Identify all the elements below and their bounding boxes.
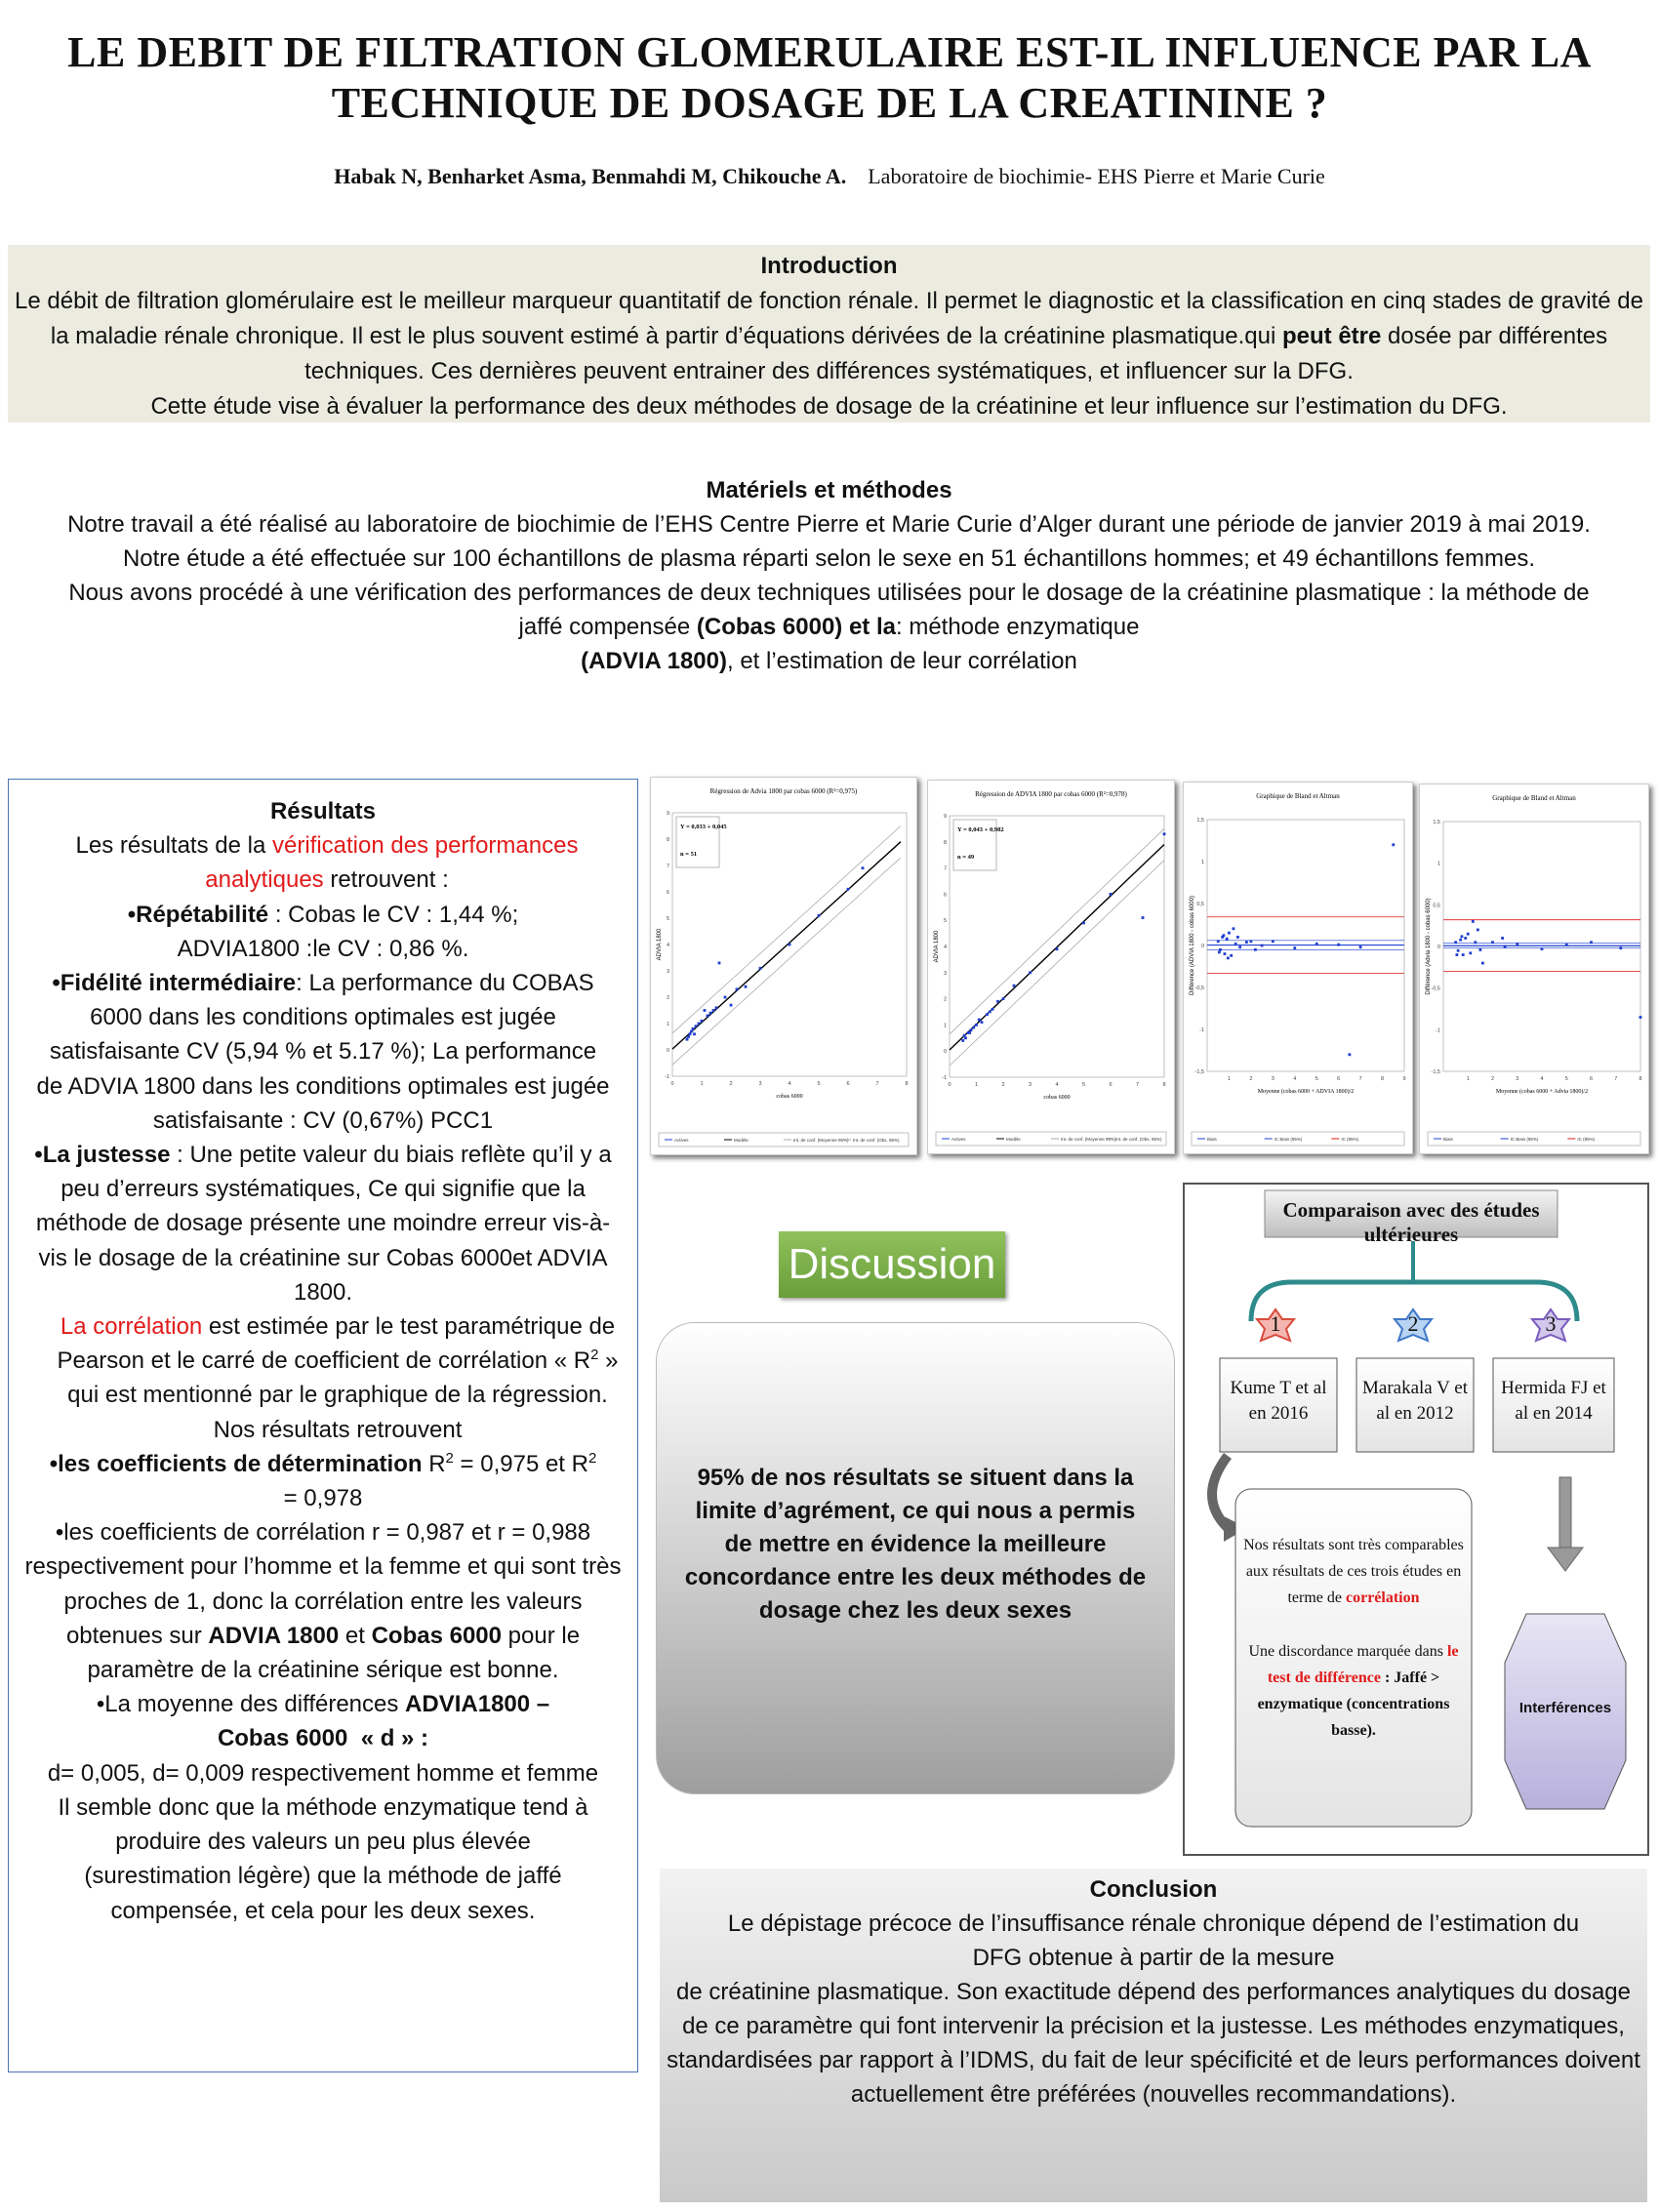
corr-sup: 2 [590,1347,599,1364]
data-point [818,914,821,917]
study-name-2: Marakala V et al en 2012 [1362,1378,1468,1424]
note3: : Jaffé > enzymatique (concentrations basse). [1257,1669,1450,1739]
note2: Une discordance marquée dans [1248,1643,1443,1660]
data-point [1227,957,1230,960]
y-tick-label: 1,5 [1433,820,1440,825]
data-point [1110,893,1113,896]
equation-label: Y = 0,033 + 0,045 [680,824,727,830]
data-point [963,1034,966,1037]
data-point [978,1019,981,1022]
data-point [695,1025,698,1027]
regression-plot-2 [928,781,1174,1153]
poster-title [39,27,1620,129]
data-point [1541,947,1544,950]
data-point [1590,941,1593,944]
y-tick-label: 0,5 [1433,903,1440,909]
regression-line [672,842,901,1049]
x-tick-label: 2 [729,1081,733,1087]
data-point [1472,920,1475,923]
methods-p3c: : méthode enzymatique [895,614,1140,640]
x-tick-label: 4 [1055,1082,1059,1088]
x-tick-label: 1 [1227,1076,1231,1082]
y-tick-label: 0 [1436,945,1440,950]
coef-b2: Cobas 6000 [371,1622,502,1649]
data-point [1454,941,1457,944]
x-axis-label: Moyenne (cobas 6000 + ADVIA 1800)/2 [1257,1089,1355,1095]
x-tick-label: 5 [1564,1076,1568,1082]
data-point [961,1039,964,1042]
n-label: n = 49 [957,854,975,861]
data-point [1469,951,1472,954]
data-point [1501,937,1504,940]
regression-chart-men [650,777,917,1155]
legend-label: Biais [1443,1137,1453,1142]
data-point [1234,943,1237,945]
methods-heading: Matériels et méthodes [706,477,952,503]
x-tick-label: 3 [1516,1076,1519,1082]
data-point [1230,954,1233,957]
data-point [1219,948,1222,951]
data-point [1261,945,1264,947]
corr-red: La corrélation [60,1313,203,1341]
x-tick-label: 8 [905,1081,909,1087]
det-sup-2: 2 [587,1449,597,1467]
x-tick-label: 4 [1293,1076,1297,1082]
x-tick-label: 0 [670,1081,674,1087]
bland-altman-chart-women [1419,784,1649,1154]
methods-section [8,473,1650,678]
data-point [847,888,850,891]
data-point [745,985,748,988]
data-point [712,1009,715,1012]
legend-label: IC (95%) [1577,1137,1596,1142]
x-tick-label: 7 [875,1081,879,1087]
data-point [1236,936,1239,939]
y-axis-label: Différence (ADVIA 1800 - cobas 6000) [1190,896,1195,995]
bland-altman-chart-men [1183,782,1413,1154]
x-tick-label: 2 [1490,1076,1495,1082]
plot-area [1443,822,1640,1071]
data-point [709,1012,712,1015]
data-point [1462,953,1465,956]
data-point [1142,916,1145,919]
data-point [1455,953,1458,956]
conclusion-text-1: Le dépistage précoce de l’insuffisance rénale chronique dépend de l’estimation du DFG obtenue à partir de la mesure [727,1910,1580,1971]
intro-text-3: Cette étude vise à évaluer la performance des deux méthodes de dosage de la créatinine et leur influence sur l’estimation du DFG. [150,393,1508,420]
chart-title: Graphique de Bland et Altman [1256,792,1340,800]
conclusion-heading: Conclusion [1089,1876,1218,1903]
data-point [1392,843,1395,846]
methods-p3 [8,576,1650,644]
data-point [1272,940,1275,943]
data-point [724,996,727,999]
note1: Nos résultats sont très comparables aux résultats de ces trois études en terme de [1243,1537,1464,1606]
data-point [1504,945,1507,948]
data-point [1619,946,1622,949]
data-point [1056,947,1059,950]
bland-altman-plot-2 [1420,784,1648,1153]
discussion-box [656,1322,1175,1794]
results-correlation [9,1309,637,1447]
chart-title: Régression de Advia 1800 par cobas 6000 (R²=0,975) [709,787,858,795]
rep-text: : Cobas le CV : 1,44 %; ADVIA1800 :le CV : 0,86 %. [177,901,519,962]
legend-label: IC (95%) [1341,1137,1359,1142]
det-text-3: = 0,978 [283,1485,363,1512]
y-tick-label: 0 [666,1048,669,1054]
coef-b1: ADVIA 1800 [208,1622,340,1649]
legend-label: Int. de conf. (Obs. 95%) [853,1138,900,1143]
x-tick-label: 7 [1358,1076,1362,1082]
y-tick-label: 8 [666,837,669,843]
coef-et: et [339,1622,365,1649]
y-tick-label: -1,5 [1194,1069,1204,1075]
data-point [1315,943,1318,945]
data-point [1457,949,1460,952]
results-section [8,779,638,2072]
data-point [970,1028,973,1031]
data-point [1249,940,1252,943]
data-point [991,1008,994,1011]
title-line-1: LE DEBIT DE FILTRATION GLOMERULAIRE EST-IL INFLUENCE PAR LA [67,28,1592,76]
y-tick-label: 3 [943,970,947,977]
x-tick-label: 8 [1639,1076,1642,1082]
coef-text: •les coefficients de corrélation r = 0,987 et r = 0,988 respectivement pour l’homme et la femme et qui sont très proches de 1, donc la corrélation entre les valeurs obtenues sur [24,1519,622,1649]
x-tick-label: 7 [1135,1082,1140,1088]
discussion-text: 95% de nos résultats se situent dans la limite d’agrément, ce qui nous a permis de mettre en évidence la meilleure concordance entre les deux méthodes de dosage chez les deux sexes [684,1465,1147,1624]
data-point [1459,939,1462,942]
results-l1b: retrouvent : [330,866,449,894]
y-tick-label: 9 [943,814,947,820]
down-arrow-shaft [1559,1477,1571,1548]
methods-p4a: (ADVIA 1800) [581,648,727,674]
data-point [689,1032,692,1035]
y-axis-label: ADVIA 1800 [657,928,663,961]
results-l1-red: vérification des performances analytiques [205,832,579,894]
methods-p4 [8,644,1650,678]
comparison-title: Comparaison avec des études ultérieures [1282,1198,1540,1246]
study-name-1: Kume T et al en 2016 [1230,1378,1327,1424]
interferences-label: Interférences [1518,1700,1612,1716]
data-point [1238,945,1241,948]
data-point [701,1020,704,1023]
x-tick-label: 6 [1109,1082,1113,1088]
study-num-1: 1 [1270,1311,1281,1336]
det-text-2: = 0,975 et R [453,1450,588,1477]
x-tick-label: 6 [1337,1076,1341,1082]
results-d-values: d= 0,005, d= 0,009 respectivement homme et femme [47,1759,599,1787]
results-repeatability [9,898,637,966]
data-point [1224,952,1227,955]
data-point [968,1031,971,1034]
y-axis-label: Différence (Advia 1800 - cobas 6000) [1426,898,1432,995]
chart-title: Graphique de Bland et Altman [1492,794,1576,802]
x-tick-label: 4 [788,1081,791,1087]
data-point [972,1026,975,1029]
regression-chart-women [927,780,1175,1154]
chart-title: Régression de ADVIA 1800 par cobas 6000 (R²=0,978) [975,790,1127,798]
data-point [1481,962,1484,965]
data-point [1218,950,1221,953]
methods-p4b: , et l’estimation de leur corrélation [726,648,1077,674]
legend-label: IC Biais (95%) [1510,1137,1539,1142]
y-tick-label: 0 [943,1049,947,1056]
y-tick-label: -1 [665,1074,669,1080]
x-tick-label: 5 [1081,1082,1086,1088]
data-point [862,866,865,869]
y-tick-label: 1,5 [1196,818,1204,824]
study-num-3: 3 [1545,1311,1557,1336]
legend-label: Modèle [734,1138,749,1143]
findings-text [1243,1532,1464,1744]
data-point [1228,932,1231,935]
det-label: •les coefficients de détermination [49,1450,423,1477]
data-point [1337,944,1340,946]
x-tick-label: 4 [1540,1076,1544,1082]
intro-text-1: Le débit de filtration glomérulaire est le meilleur marqueur quantitatif de fonction rénale. Il permet le diagnostic et la classification en cinq stades de gravité de la maladie rénale chronique. Il est le plus souvent estimé à partir d’équations dérivées de la créatinine plasmatique.qui [15,288,1643,349]
y-tick-label: 2 [943,996,947,1003]
title-line-2: TECHNIQUE DE DOSAGE DE LA CREATININE ? [331,79,1328,127]
y-tick-label: 1 [943,1023,947,1029]
data-point [1565,944,1568,946]
y-tick-label: 3 [666,969,669,975]
author-line [39,164,1620,189]
results-l1a: Les résultats de la [75,832,266,860]
jus-label: •La justesse [34,1142,171,1169]
x-tick-label: 5 [1315,1076,1318,1082]
x-tick-label: 1 [1466,1076,1470,1082]
y-tick-label: 4 [943,945,947,950]
regression-plot-1 [651,778,916,1154]
data-point [1516,943,1518,945]
data-point [690,1030,693,1033]
study-num-2: 2 [1407,1311,1419,1336]
y-tick-label: 4 [666,943,669,948]
methods-p2: Notre étude a été effectuée sur 100 échantillons de plasma réparti selon le sexe en 51 échantillons hommes; et 49 échantillons femmes. [122,545,1536,572]
data-point [698,1023,701,1026]
data-point [687,1035,690,1038]
legend-label: Actives [951,1137,966,1142]
x-tick-label: 3 [1271,1076,1275,1082]
methods-p1: Notre travail a été réalisé au laboratoire de biochimie de l’EHS Centre Pierre et Marie Curie d’Alger durant une période de janvier 2019 à mai 2019. [67,511,1591,538]
rep-label: •Répétabilité [127,901,269,928]
results-conclusion: Il semble donc que la méthode enzymatique tend à produire des valeurs un peu plus élevée (surestimation légère) que la méthode de jaffé compensée, et cela pour les deux sexes. [58,1793,588,1924]
data-point [1245,941,1248,944]
x-tick-label: 8 [1381,1076,1385,1082]
n-label: n = 51 [680,851,698,858]
data-point [1226,938,1229,941]
down-arrow-head [1548,1548,1583,1571]
x-tick-label: 2 [1001,1082,1005,1088]
introduction-text [8,284,1650,424]
results-mean-diff [9,1687,637,1755]
data-point [718,962,721,965]
methods-p3a: Nous avons procédé à une vérification des performances de deux techniques utilisées pour le dosage de la créatinine plasmatique : la méthode de jaffé compensée [68,580,1590,640]
y-tick-label: -1 [942,1075,947,1081]
authors: Habak N, Benharket Asma, Benmahdi M, Chikouche A. [334,164,847,188]
det-r: R [422,1450,446,1477]
y-axis-label: ADVIA 1800 [934,930,940,963]
y-tick-label: 1 [1200,860,1204,865]
data-point [1491,941,1494,944]
data-point [715,1006,718,1009]
data-point [1082,921,1085,924]
y-tick-label: -1,5 [1431,1069,1440,1075]
legend-label: IC Biais (95%) [1274,1137,1303,1142]
y-tick-label: 1 [666,1022,669,1027]
x-tick-label: 5 [817,1081,821,1087]
data-point [1254,948,1257,951]
results-intro [9,828,637,897]
data-point [975,1024,978,1026]
data-point [759,967,762,970]
x-tick-label: 3 [1028,1082,1032,1088]
data-point [730,1004,733,1007]
data-point [1293,946,1296,949]
x-tick-label: 0 [948,1082,951,1088]
x-axis-label: cobas 6000 [776,1094,803,1100]
legend-label: Actives [674,1138,689,1143]
data-point [1474,941,1477,944]
data-point [1464,937,1467,940]
conclusion-section [660,1869,1647,2202]
data-point [1467,933,1470,936]
x-tick-label: 2 [1249,1076,1253,1082]
study-name-3: Hermida FJ et al en 2014 [1501,1378,1606,1424]
discussion-label: Discussion [779,1231,1005,1298]
y-tick-label: -0,5 [1194,985,1204,991]
data-point [989,1011,991,1014]
conclusion-text-2: de créatinine plasmatique. Son exactitude dépend des performances analytiques du dosage de ce paramètre qui font intervenir la précision et la justesse. Les méthodes enzymatiques, standardisées par rapport à l’IDMS, du fait de leur spécificité et de leurs performances doivent actuellement être préférées (nouvelles recommandations). [667,1979,1640,2108]
data-point [1013,985,1016,987]
moy-text: •La moyenne des différences [96,1691,399,1718]
note2-red: le test de différence [1267,1643,1459,1686]
x-tick-label: 8 [1162,1082,1166,1088]
data-point [789,944,791,946]
data-point [981,1021,984,1024]
legend-label: Int. de conf. (Moyenne 95%) [793,1138,849,1143]
data-point [1478,948,1481,951]
data-point [736,988,739,991]
results-heading: Résultats [269,798,377,824]
data-point [1477,929,1479,932]
x-axis-label: Moyenne (cobas 6000 + Advia 1800)/2 [1495,1089,1589,1095]
bland-altman-plot-1 [1184,783,1412,1153]
data-point [986,1013,989,1016]
data-point [1348,1053,1351,1056]
y-tick-label: 9 [666,811,669,817]
y-tick-label: 6 [943,892,947,899]
y-tick-label: 5 [943,918,947,925]
data-point [693,1032,696,1035]
lower-ci-line [950,861,1164,1066]
data-point [707,1015,709,1018]
x-tick-label: 7 [1614,1076,1618,1082]
comparison-diagram-svg [1185,1185,1647,1854]
y-tick-label: -1 [1436,1027,1440,1034]
y-tick-label: 2 [666,995,669,1001]
note1-red: corrélation [1346,1589,1420,1606]
y-tick-label: 0,5 [1196,902,1204,907]
data-point [1233,927,1235,930]
corr-text-2: » qui est mentionné par le graphique de la régression. Nos résultats retrouvent [67,1347,619,1443]
x-tick-label: 6 [846,1081,850,1087]
fid-label: •Fidélité intermédiaire [52,970,297,997]
y-tick-label: 8 [943,839,947,846]
y-tick-label: 6 [666,890,669,896]
data-point [1029,971,1032,974]
x-tick-label: 1 [974,1082,979,1088]
x-tick-label: 1 [700,1081,704,1087]
moy-d: « d » : [360,1725,429,1752]
data-point [686,1038,689,1041]
data-point [964,1036,967,1039]
fid-text: : La performance du COBAS 6000 dans les conditions optimales est jugée satisfaisante CV (5,94 % et 5.17 %); La performance de ADVIA 1800 dans les conditions optimales est jugée satisfaisante : CV (0,67%) PCC1 [36,970,610,1134]
legend-label: Biais [1207,1137,1217,1142]
data-point [1222,934,1225,937]
comparison-diagram [1183,1183,1649,1856]
legend-label: Int. de conf. (Moyenne 95%) [1061,1137,1116,1142]
results-determination [9,1447,637,1515]
data-point [1163,832,1166,835]
intro-text-2: dosée par différentes techniques. Ces dernières peuvent entrainer des différences systématiques, et influencer sur la DFG. [304,323,1608,384]
results-coefficients [9,1515,637,1687]
intro-bold: peut être [1282,323,1382,349]
data-point [692,1027,695,1030]
corr-text: est estimée par le test paramétrique de Pearson et le carré de coefficient de corrélation « R [57,1313,616,1375]
data-point [996,1000,999,1003]
y-tick-label: 7 [666,864,669,869]
lower-ci-line [672,858,901,1065]
x-axis-label: cobas 6000 [1043,1095,1071,1101]
x-tick-label: 9 [1402,1076,1406,1082]
data-point [1639,1016,1642,1019]
results-accuracy [9,1138,637,1309]
data-point [1002,997,1005,1000]
regression-line [950,844,1164,1050]
introduction-section [8,245,1650,422]
coef-text-2: pour le paramètre de la créatinine sérique est bonne. [87,1622,581,1684]
data-point [1217,940,1220,943]
y-tick-label: -0,5 [1431,985,1440,992]
y-tick-label: 7 [943,865,947,872]
legend-label: Modèle [1006,1137,1021,1142]
jus-text: : Une petite valeur du biais reflète qu’il y a peu d’erreurs systématiques, Ce qui signifie que la méthode de dosage présente une moindre erreur vis-à-vis le dosage de la créatinine sur Cobas 6000et ADVIA 1800. [35,1142,612,1306]
legend-label: Int. de conf. (Obs. 95%) [1115,1137,1162,1142]
y-tick-label: 0 [1200,944,1204,949]
y-tick-label: 5 [666,916,669,922]
y-tick-label: -1 [1199,1027,1204,1033]
data-point [704,1009,707,1012]
equation-label: Y = 0,043 + 0,982 [957,826,1004,833]
affiliation: Laboratoire de biochimie- EHS Pierre et Marie Curie [868,164,1325,188]
methods-p3b: (Cobas 6000) et la [696,614,896,640]
introduction-heading: Introduction [760,253,898,279]
data-point [1359,945,1362,948]
det-sup: 2 [445,1449,454,1467]
results-fidelity [9,966,637,1138]
x-tick-label: 3 [758,1081,762,1087]
data-point [1461,935,1464,938]
x-tick-label: 6 [1589,1076,1594,1082]
y-tick-label: 1 [1436,861,1440,867]
moy-bold: ADVIA1800 – Cobas 6000 [217,1691,550,1752]
